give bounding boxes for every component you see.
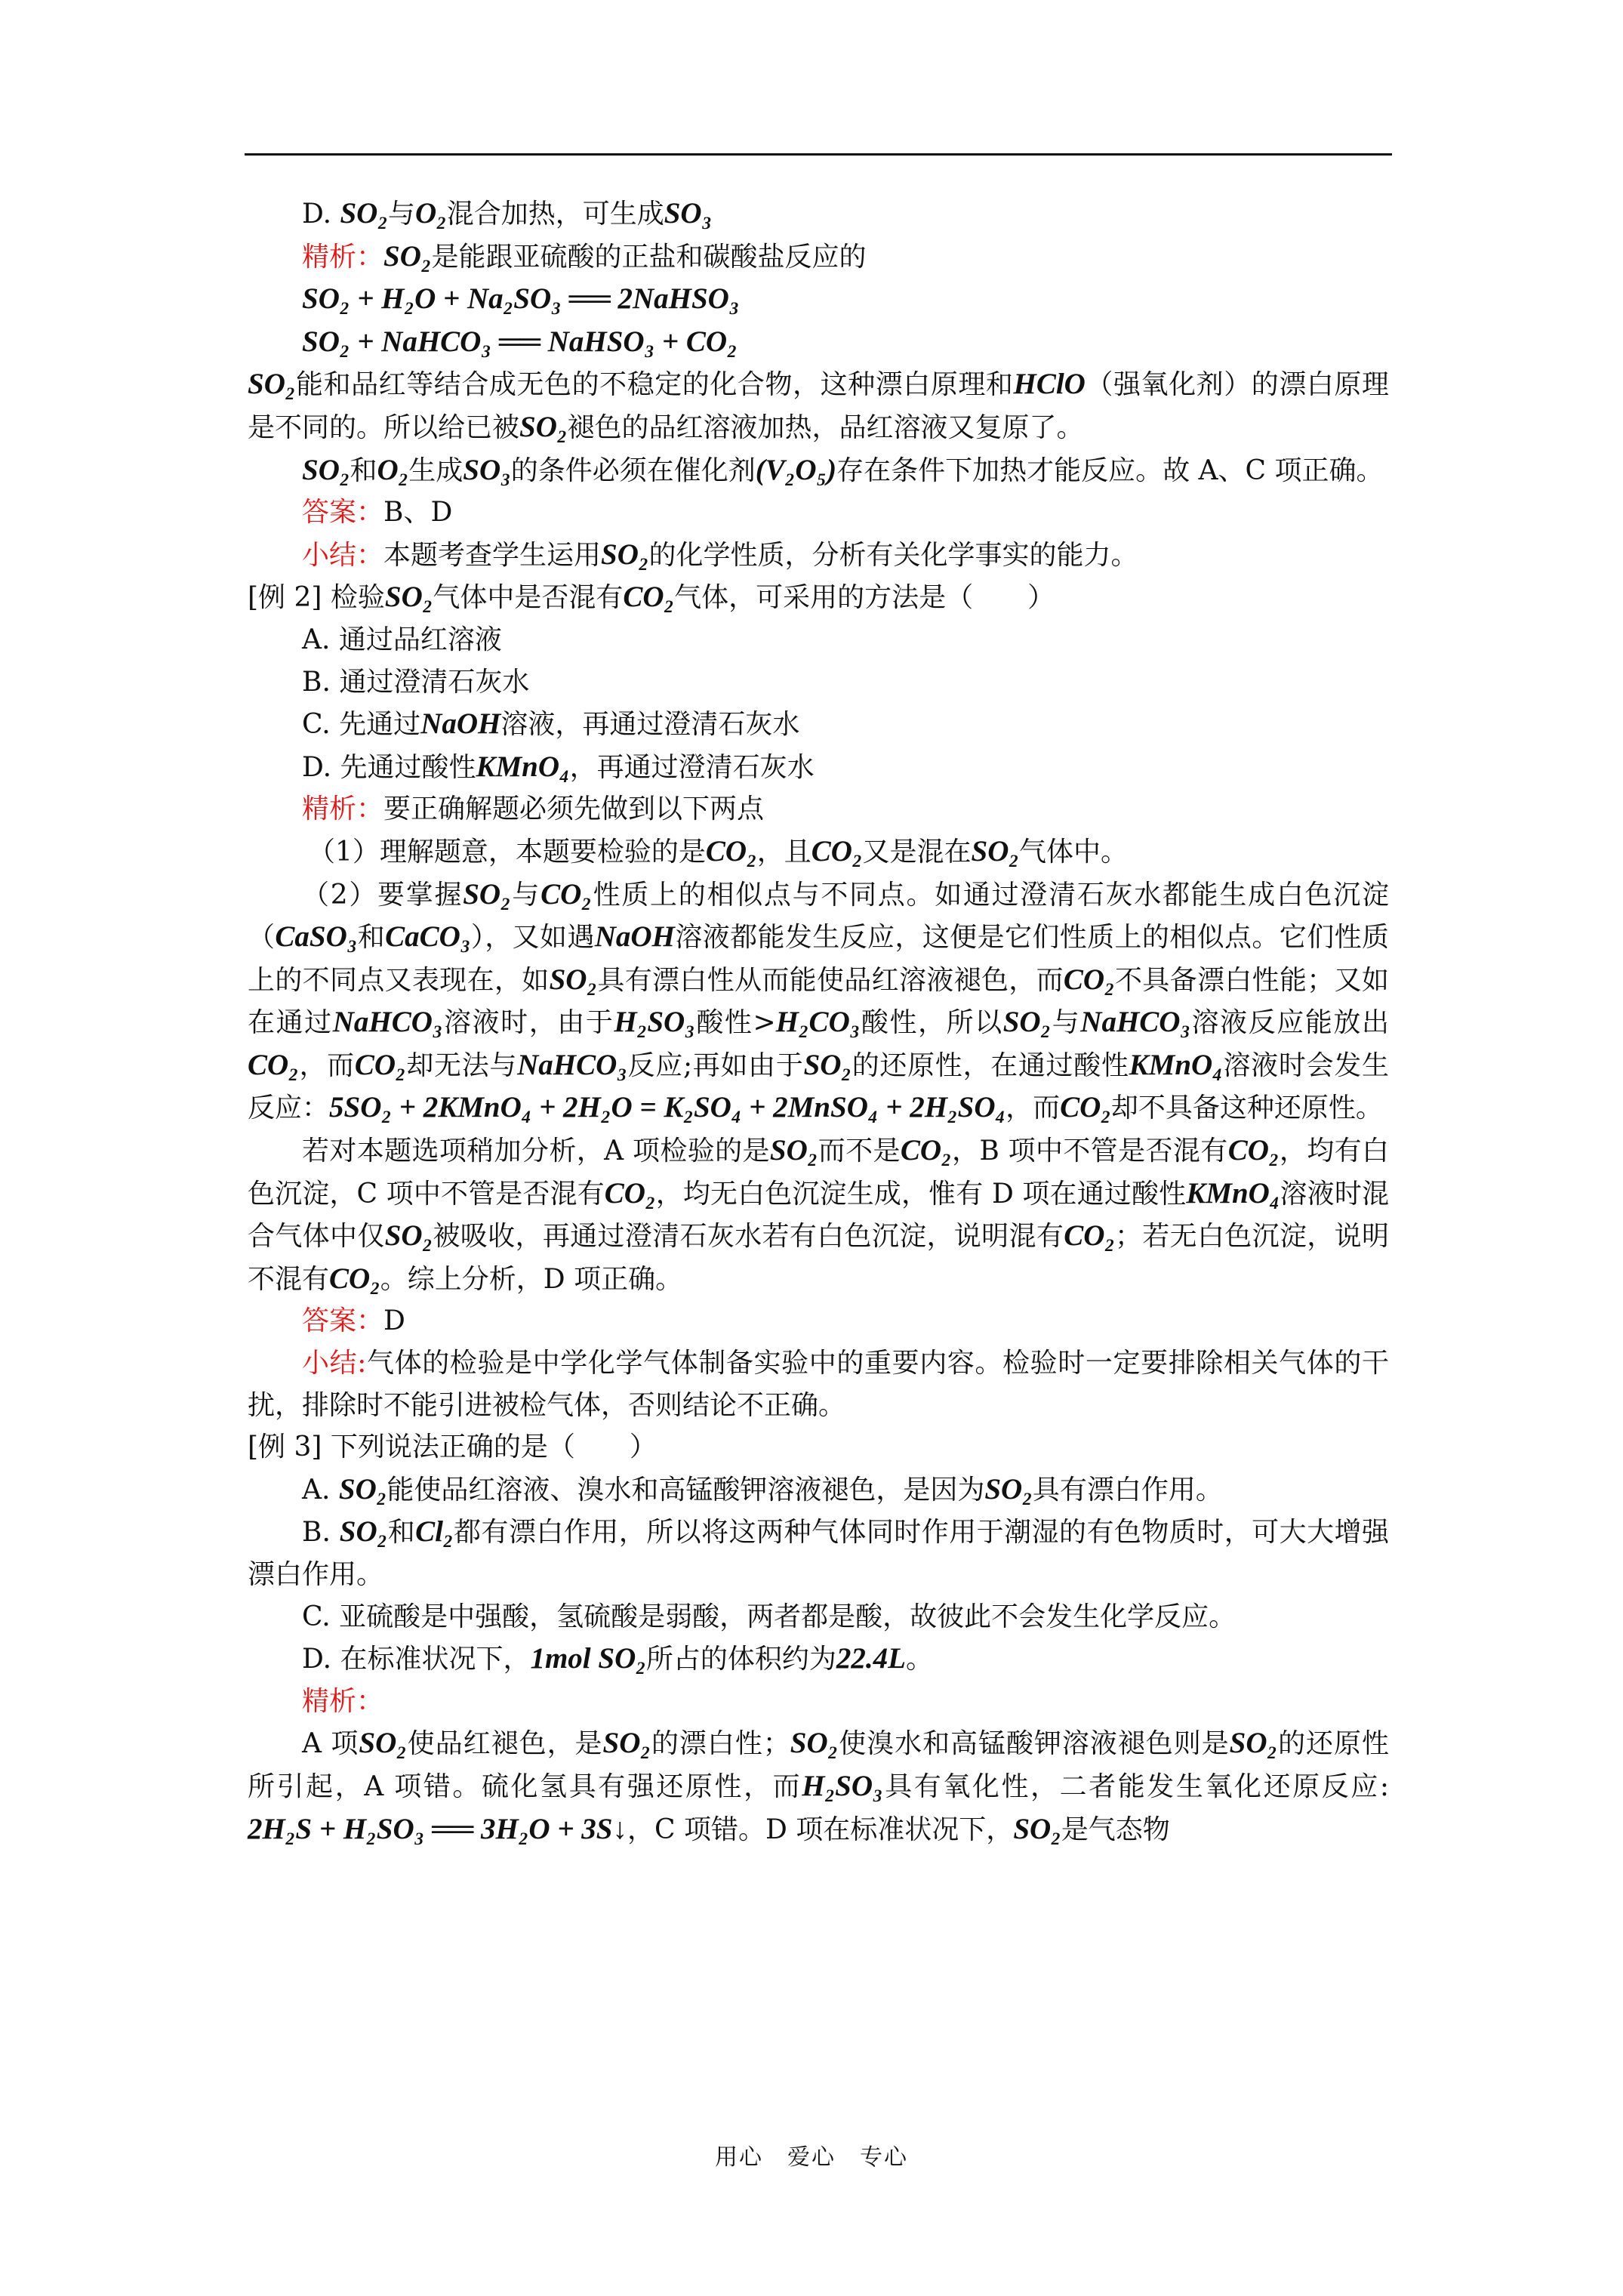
formula: NaHCO₃ — [1080, 1006, 1191, 1039]
ex3-option-b — [248, 1511, 1389, 1595]
formula: CaCO₃ — [385, 920, 471, 954]
formula: CO₂ — [900, 1134, 952, 1167]
formula: SO₂ — [248, 368, 296, 401]
formula: Cl₂ — [415, 1515, 454, 1549]
ex2-analysis — [248, 788, 1389, 831]
text: （2）要掌握 — [302, 879, 463, 911]
text: 褪色的品红溶液加热，品红溶液又复原了。 — [567, 411, 1084, 443]
formula: KMnO₄ — [476, 750, 570, 783]
formula: H₂SO₃ — [802, 1769, 883, 1802]
analysis-text: 是能跟亚硫酸的正盐和碳酸盐反应的 — [431, 241, 867, 273]
text: ，而 — [298, 1049, 355, 1081]
ex3-question: [例 3] 下列说法正确的是（ ） — [248, 1432, 657, 1463]
formula: NaHCO₃ — [517, 1048, 627, 1081]
formula: SO₂ — [602, 1727, 651, 1760]
text: 要正确解题必须先做到以下两点 — [383, 794, 765, 825]
formula: NaOH — [594, 920, 675, 954]
ex2-option-b: B. 通过澄清石灰水 — [302, 666, 530, 698]
text: ，C 项错。D 项在标准状况下， — [627, 1814, 1014, 1845]
text: 和 — [350, 455, 377, 486]
formula: SO₂ — [549, 963, 598, 996]
text: 的还原性，在通过酸性 — [852, 1049, 1129, 1081]
text: D. 在标准状况下， — [302, 1644, 531, 1675]
formula: SO₂ — [971, 834, 1019, 868]
text: A 项 — [302, 1728, 359, 1760]
text: 却无法与 — [405, 1049, 518, 1081]
summary-label: 小结： — [302, 539, 384, 571]
formula: O₂ — [377, 453, 409, 486]
formula: SO₂ — [383, 239, 432, 273]
text: 溶液时，由于 — [442, 1007, 614, 1039]
ex3-option-c: C. 亚硫酸是中强酸，氢硫酸是弱酸，两者都是酸，故彼此不会发生化学反应。 — [302, 1601, 1236, 1632]
formula: SO₂ — [519, 410, 568, 443]
text: ，均无白色沉淀生成，惟有 D 项在通过酸性 — [655, 1178, 1187, 1210]
formula: SO₂ — [984, 1472, 1033, 1505]
text: 是气态物 — [1061, 1814, 1170, 1845]
text: 而不是 — [818, 1136, 901, 1167]
text: 生成 — [408, 455, 463, 486]
text: 气体，可采用的方法是（ ） — [674, 582, 1055, 614]
text: 使溴水和高锰酸钾溶液褪色则是 — [838, 1728, 1230, 1760]
formula: 5SO₂ + 2KMnO₄ + 2H₂O = K₂SO₄ + 2MnSO₄ + 2H₂SO₄ — [329, 1091, 1006, 1124]
formula: SO₂ — [359, 1727, 407, 1760]
text: 具有氧化性，二者能发生氧化还原反应: — [882, 1771, 1389, 1802]
text: 溶液时混合气体中仅 — [248, 1178, 1389, 1253]
text: 本题考查学生运用 — [383, 539, 602, 571]
ex2-point-1 — [248, 831, 1389, 874]
text: 使品红褪色，是 — [406, 1728, 603, 1760]
formula: SO₃ — [664, 197, 713, 230]
formula: H₂SO₃ — [614, 1006, 695, 1039]
formula: SO₂ — [340, 197, 388, 230]
formula: (V₂O₅) — [755, 453, 837, 486]
ex3-option-d — [248, 1638, 1389, 1681]
ex3-option-a — [248, 1469, 1389, 1512]
ex3-paragraph — [248, 1722, 1389, 1851]
answer-value: B、D — [383, 497, 453, 529]
ex1-paragraph-1 — [193, 363, 1389, 448]
text: 的条件必须在催化剂 — [510, 455, 756, 486]
formula: KMnO₄ — [1186, 1176, 1280, 1210]
ex1-analysis — [248, 236, 1389, 279]
formula: CO₂ — [1064, 1219, 1115, 1253]
text: 的漂白性； — [650, 1728, 790, 1760]
text: 溶液时会发生反应： — [248, 1049, 1389, 1124]
text: 的还原性所引起，A 项错。硫化氢具有强还原性，而 — [248, 1728, 1389, 1802]
formula: CO₂ — [604, 1176, 656, 1210]
formula: CaSO₃ — [275, 920, 358, 954]
text: 存在条件下加热才能反应。故 A、C 项正确。 — [836, 455, 1384, 486]
formula: CO₂ — [540, 877, 592, 911]
document-body — [248, 193, 1389, 1851]
text: 能和品红等结合成无色的不稳定的化合物，这种漂白原理和 — [295, 369, 1014, 401]
text: 被吸收，再通过澄清石灰水若有白色沉淀，说明混有 — [433, 1221, 1064, 1253]
formula: CO₂ — [329, 1262, 380, 1295]
header-rule — [245, 153, 1392, 156]
page-footer: 用心 爱心 专心 — [715, 2144, 908, 2171]
formula: CO₂ — [354, 1048, 406, 1081]
text: [例 2] 检验 — [248, 582, 385, 614]
formula: SO₂ — [790, 1727, 839, 1760]
ex1-paragraph-2 — [248, 449, 1389, 492]
text: 。综上分析，D 项正确。 — [380, 1263, 683, 1295]
ex1-answer — [248, 492, 1389, 534]
text: ，且 — [756, 836, 812, 868]
formula: CO₂ — [1063, 963, 1115, 996]
text: ，B 项中不管是否混有 — [951, 1136, 1228, 1167]
ex2-point-2 — [248, 874, 1389, 1130]
formula: SO₂ — [1013, 1812, 1061, 1845]
formula: SO₂ — [384, 581, 433, 614]
ex2-option-c — [248, 703, 1389, 746]
ex1-summary — [248, 534, 1389, 577]
ex2-option-a: A. 通过品红溶液 — [302, 624, 502, 655]
formula: SO₂ + H₂O + Na₂SO₃ ══ 2NaHSO₃ — [302, 282, 740, 316]
formula: SO₂ — [338, 1472, 387, 1505]
text: 气体中。 — [1018, 836, 1128, 868]
ex2-paragraph-3 — [248, 1130, 1389, 1300]
text: 不具备漂白性能；又如在通过 — [248, 964, 1389, 1039]
formula: O₂ — [414, 197, 447, 230]
text: ；若无白色沉淀，说明不混有 — [248, 1221, 1389, 1295]
summary-label: 小结: — [302, 1348, 367, 1379]
formula: SO₂ — [803, 1048, 852, 1081]
text: 所占的体积约为 — [645, 1644, 836, 1675]
text: 酸性，所以 — [860, 1007, 1003, 1039]
text: 和 — [357, 922, 386, 954]
text: 气体中是否混有 — [433, 582, 624, 614]
analysis-label: 精析： — [302, 794, 384, 825]
formula: NaHCO₃ — [332, 1006, 443, 1039]
text: 溶液都能发生反应，这便是它们性质上的相似点。它们性质上的不同点又表现在，如 — [248, 922, 1389, 996]
answer-value: D — [383, 1305, 405, 1337]
text: 与 — [387, 199, 415, 230]
answer-label: 答案： — [302, 1305, 384, 1337]
option-d-line — [248, 193, 1389, 236]
formula: SO₂ — [769, 1134, 818, 1167]
analysis-label: 精析： — [302, 241, 384, 273]
ex2-answer — [248, 1300, 1389, 1342]
ex2-option-d — [248, 746, 1389, 789]
text: C. 先通过 — [302, 709, 421, 741]
text: （强氧化剂）的漂白原理是不同的。所以给已被 — [248, 369, 1389, 443]
text: ，再通过澄清石灰水 — [569, 751, 815, 783]
formula: CO₂ — [811, 834, 863, 868]
text: 具有漂白性从而能使品红溶液褪色，而 — [597, 964, 1064, 996]
formula: CO₂ — [248, 1048, 299, 1081]
text: 溶液，再通过澄清石灰水 — [500, 709, 800, 741]
text: ，均有白色沉淀，C 项中不管是否混有 — [248, 1136, 1389, 1210]
text: ），又如遇 — [470, 922, 595, 954]
formula: 22.4L — [836, 1642, 906, 1675]
text: 却不具备这种还原性。 — [1110, 1093, 1383, 1124]
formula: SO₂ — [601, 538, 649, 571]
formula: HClO — [1013, 368, 1086, 401]
text: 。 — [905, 1644, 933, 1675]
formula: SO₂ + NaHCO₃ ══ NaHSO₃ + CO₂ — [302, 325, 738, 358]
formula: SO₂ — [384, 1219, 433, 1253]
text: 气体的检验是中学化学气体制备实验中的重要内容。检验时一定要排除相关气体的干扰，排除时不能引进被检气体，否则结论不正确。 — [248, 1348, 1389, 1421]
formula: NaOH — [420, 707, 501, 741]
formula: 1mol SO₂ — [530, 1642, 646, 1675]
text: 和 — [387, 1517, 416, 1549]
text: 反应;再如由于 — [627, 1049, 804, 1081]
text: B. — [302, 1517, 340, 1549]
text: A. — [302, 1474, 339, 1505]
text: 的化学性质，分析有关化学事实的能力。 — [648, 539, 1138, 571]
text: D. 先通过酸性 — [302, 751, 476, 783]
formula: SO₂ — [463, 877, 511, 911]
formula: CO₂ — [705, 834, 757, 868]
formula: SO₃ — [463, 453, 511, 486]
text: 性质上的相似点与不同点。如通过澄清石灰水都能生成白色沉淀（ — [248, 879, 1389, 954]
formula: SO₂ — [339, 1515, 388, 1549]
ex3-analysis — [248, 1681, 1389, 1723]
formula: CO₂ — [1060, 1091, 1111, 1124]
formula: SO₂ — [302, 453, 350, 486]
text: ，而 — [1006, 1093, 1061, 1124]
text: （1）理解题意，本题要检验的是 — [308, 836, 706, 868]
text: 能使品红溶液、溴水和高锰酸钾溶液褪色，是因为 — [387, 1474, 985, 1505]
text: 酸性> — [694, 1007, 776, 1039]
text: 若对本题选项稍加分析，A 项检验的是 — [302, 1136, 770, 1167]
text: 与 — [1051, 1007, 1081, 1039]
answer-label: 答案： — [302, 497, 384, 529]
formula: CO₂ — [1227, 1134, 1280, 1167]
text: 混合加热，可生成 — [446, 199, 664, 230]
text: 与 — [510, 879, 541, 911]
formula: CO₂ — [623, 581, 675, 614]
formula: SO₂ — [1002, 1006, 1052, 1039]
ex2-question — [248, 576, 1389, 619]
text: 具有漂白作用。 — [1032, 1474, 1223, 1505]
text: 又是混在 — [862, 836, 972, 868]
formula: SO₂ — [1229, 1727, 1278, 1760]
text: 都有漂白作用，所以将这两种气体同时作用于潮湿的有色物质时，可大大增强漂白作用。 — [248, 1517, 1389, 1590]
text: 溶液反应能放出 — [1190, 1007, 1389, 1039]
equation-2 — [248, 321, 1389, 364]
ex2-summary — [248, 1342, 1389, 1426]
formula: 2H₂S + H₂SO₃ ══ 3H₂O + 3S↓ — [248, 1812, 628, 1845]
formula: KMnO₄ — [1129, 1048, 1223, 1081]
equation-1 — [248, 278, 1389, 321]
text: D. — [302, 199, 340, 230]
analysis-label: 精析： — [302, 1685, 384, 1717]
formula: H₂CO₃ — [775, 1006, 861, 1039]
